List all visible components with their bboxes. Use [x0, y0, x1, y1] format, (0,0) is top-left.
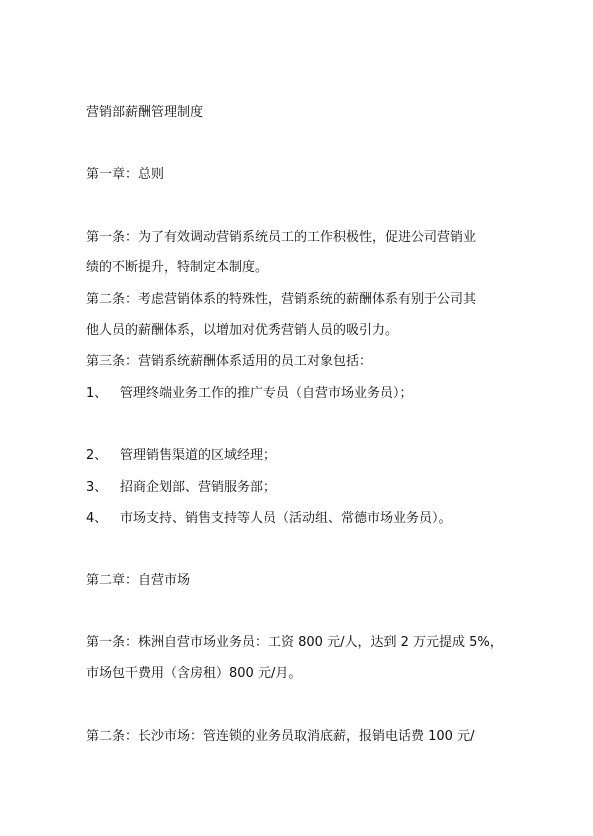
list-item — [86, 510, 452, 528]
list-item-number: 2、 — [86, 448, 108, 463]
list-item-text: 招商企划部、营销服务部； — [120, 480, 277, 495]
list-item-text: 管理终端业务工作的推广专员（自营市场业务员）； — [120, 386, 413, 401]
chapter-1-article-2-line-2: 他人员的薪酬体系，以增加对优秀营销人员的吸引力。 — [86, 323, 399, 338]
list-item — [86, 479, 276, 497]
list-item-number: 4、 — [86, 511, 108, 526]
chapter-2-article-1-line-2: 市场包干费用（含房租）800 元/月。 — [86, 666, 302, 681]
chapter-2-heading: 第二章：自营市场 — [86, 573, 191, 588]
chapter-2-article-1-line-1: 第一条：株洲自营市场业务员：工资 800 元/人，达到 2 万元提成 5%， — [86, 635, 503, 650]
document-title: 营销部薪酬管理制度 — [86, 105, 204, 120]
chapter-1-article-1-line-2: 绩的不断提升，特制定本制度。 — [86, 260, 269, 275]
list-item-text: 管理销售渠道的区域经理； — [120, 448, 277, 463]
chapter-1-article-2-line-1: 第二条：考虑营销体系的特殊性，营销系统的薪酬体系有别于公司其 — [86, 292, 477, 307]
list-item — [86, 385, 413, 403]
list-item-number: 3、 — [86, 480, 108, 495]
list-item-text: 市场支持、销售支持等人员（活动组、常德市场业务员）。 — [120, 511, 452, 526]
chapter-1-article-3: 第三条：营销系统薪酬体系适用的员工对象包括： — [86, 354, 373, 369]
chapter-1-article-1-line-1: 第一条：为了有效调动营销系统员工的工作积极性，促进公司营销业 — [86, 230, 477, 245]
chapter-1-heading: 第一章：总则 — [86, 167, 165, 182]
list-item — [86, 447, 276, 465]
chapter-2-article-2-line-1: 第二条：长沙市场：管连锁的业务员取消底薪，报销电话费 100 元/ — [86, 729, 475, 744]
list-item-number: 1、 — [86, 386, 108, 401]
